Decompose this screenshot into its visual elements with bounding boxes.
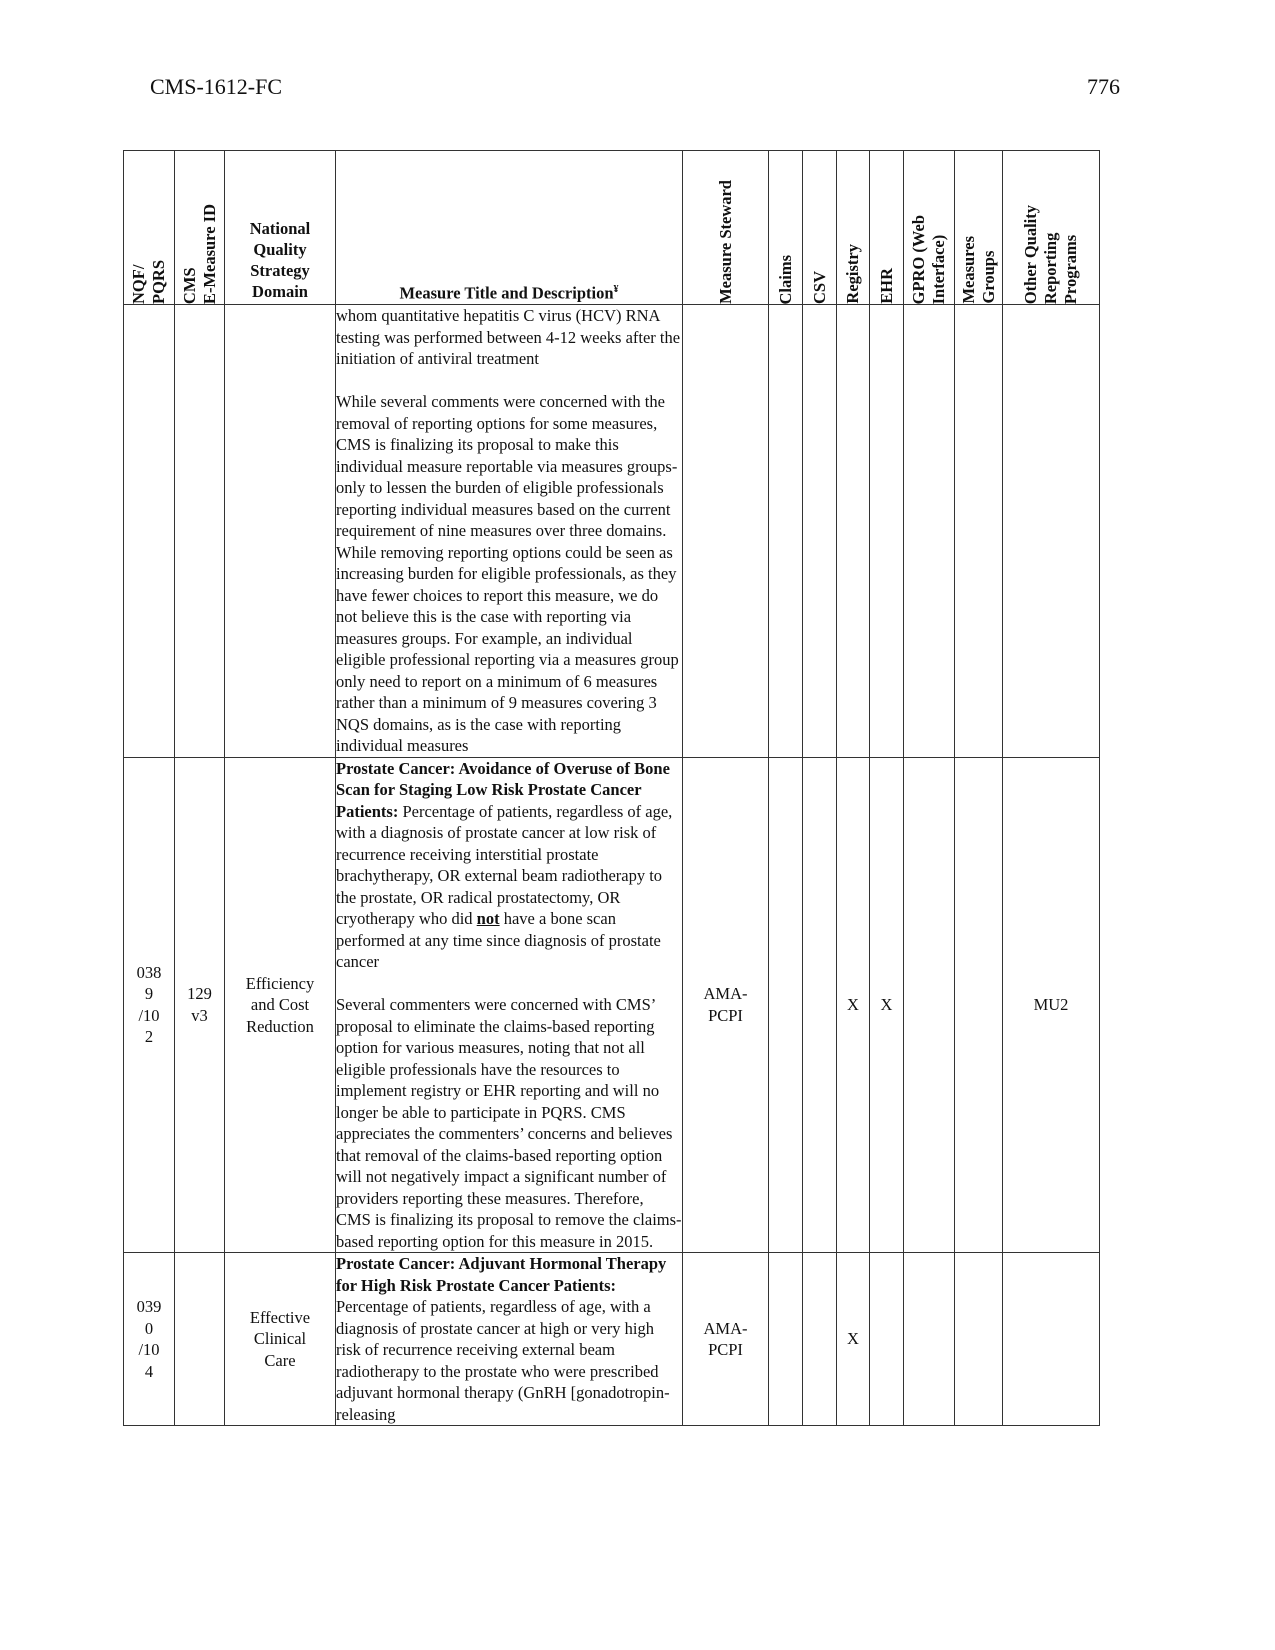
table-row xyxy=(124,305,1100,758)
cell-cms-id: 129 v3 xyxy=(175,757,225,1253)
table-header-row xyxy=(124,151,1100,305)
cell-cms-id xyxy=(175,305,225,758)
page-number: 776 xyxy=(1087,74,1120,99)
header-gpro: GPRO (Web Interface) xyxy=(904,151,955,305)
cell-csv xyxy=(803,757,837,1253)
cell-steward: AMA- PCPI xyxy=(683,757,769,1253)
cell-cms-id xyxy=(175,1253,225,1426)
header-csv: CSV xyxy=(803,151,837,305)
header-registry: Registry xyxy=(837,151,870,305)
cell-registry: X xyxy=(837,1253,870,1426)
cell-claims xyxy=(769,1253,803,1426)
cell-gpro xyxy=(904,757,955,1253)
cell-domain: Efficiency and Cost Reduction xyxy=(225,757,336,1253)
cell-domain xyxy=(225,305,336,758)
header-nqs-domain: National Quality Strategy Domain xyxy=(225,151,336,305)
cell-ehr xyxy=(870,1253,904,1426)
header-ehr: EHR xyxy=(870,151,904,305)
cell-ehr: X xyxy=(870,757,904,1253)
cell-gpro xyxy=(904,1253,955,1426)
header-other-programs: Other Quality Reporting Programs xyxy=(1003,151,1100,305)
cell-registry xyxy=(837,305,870,758)
cell-groups xyxy=(955,305,1003,758)
cell-measure-description xyxy=(336,757,683,1253)
header-measure-steward: Measure Steward xyxy=(683,151,769,305)
header-measure-title: Measure Title and Description¥ xyxy=(336,151,683,305)
cell-steward: AMA- PCPI xyxy=(683,1253,769,1426)
header-cms-emeasure-id: CMS E-Measure ID xyxy=(175,151,225,305)
comment-paragraph: Several commenters were concerned with CMS’ proposal to eliminate the claims-based reporting option for various measures, noting that not all eligible professionals have the resources to implement registry or EHR reporting and will no longer be able to participate in PQRS. CMS appreciates the commenters’ concerns and believes that removal of the claims-based reporting option will not negatively impact a significant number of providers reporting these measures. Therefore, CMS is finalizing its proposal to remove the claims-based reporting option for this measure in 2015. xyxy=(336,995,682,1251)
header-nqf-pqrs: NQF/ PQRS xyxy=(124,151,175,305)
table-row xyxy=(124,757,1100,1253)
measure-title: Prostate Cancer: Avoidance of Overuse of Bone Scan for Staging Low Risk Prostate Cancer Patients: xyxy=(336,758,670,821)
cell-claims xyxy=(769,757,803,1253)
cell-nqf: 039 0 /10 4 xyxy=(124,1253,175,1426)
cell-steward xyxy=(683,305,769,758)
measure-title: Prostate Cancer: Adjuvant Hormonal Therapy for High Risk Prostate Cancer Patients: xyxy=(336,1254,667,1295)
header-measures-groups: Measures Groups xyxy=(955,151,1003,305)
description-paragraph: Prostate Cancer: Avoidance of Overuse of Bone Scan for Staging Low Risk Prostate Cancer Patients: Percentage of patients, regardless of age, with a diagnosis of prostate cancer at low risk of recurrence receiving interstitial prostate brachytherapy, OR external beam radiotherapy to the prostate, OR radical prostatectomy, OR cryotherapy who did not have a bone scan performed at any time since diagnosis of prostate cancer xyxy=(336,758,673,971)
cell-domain: Effective Clinical Care xyxy=(225,1253,336,1426)
description-paragraph: whom quantitative hepatitis C virus (HCV) RNA testing was performed between 4-12 weeks after the initiation of antiviral treatment xyxy=(336,306,681,368)
cell-other: MU2 xyxy=(1003,757,1100,1253)
document-id: CMS-1612-FC xyxy=(150,74,283,99)
cell-csv xyxy=(803,305,837,758)
cell-nqf: 038 9 /10 2 xyxy=(124,757,175,1253)
description-paragraph: Prostate Cancer: Adjuvant Hormonal Therapy for High Risk Prostate Cancer Patients: Percentage of patients, regardless of age, with a diagnosis of prostate cancer at high or very high risk of recurrence receiving external beam radiotherapy to the prostate who were prescribed adjuvant hormonal therapy (GnRH [gonadotropin-releasing xyxy=(336,1254,670,1424)
cell-other xyxy=(1003,1253,1100,1426)
cell-groups xyxy=(955,1253,1003,1426)
cell-nqf xyxy=(124,305,175,758)
table-row xyxy=(124,1253,1100,1426)
cell-other xyxy=(1003,305,1100,758)
header-claims: Claims xyxy=(769,151,803,305)
cell-ehr xyxy=(870,305,904,758)
cell-gpro xyxy=(904,305,955,758)
cell-claims xyxy=(769,305,803,758)
cell-registry: X xyxy=(837,757,870,1253)
cell-measure-description xyxy=(336,305,683,758)
comment-paragraph: While several comments were concerned with the removal of reporting options for some measures, CMS is finalizing its proposal to make this individual measure reportable via measures groups-only to lessen the burden of eligible professionals reporting individual measures based on the current requirement of nine measures over three domains. While removing reporting options could be seen as increasing burden for eligible professionals, as they have fewer choices to report this measure, we do not believe this is the case with reporting via measures groups. For example, an individual eligible professional reporting via a measures group only need to report on a minimum of 6 measures rather than a minimum of 9 measures covering 3 NQS domains, as is the case with reporting individual measures xyxy=(336,392,679,755)
cell-groups xyxy=(955,757,1003,1253)
cell-measure-description xyxy=(336,1253,683,1426)
cell-csv xyxy=(803,1253,837,1426)
measures-table xyxy=(123,150,1100,1426)
